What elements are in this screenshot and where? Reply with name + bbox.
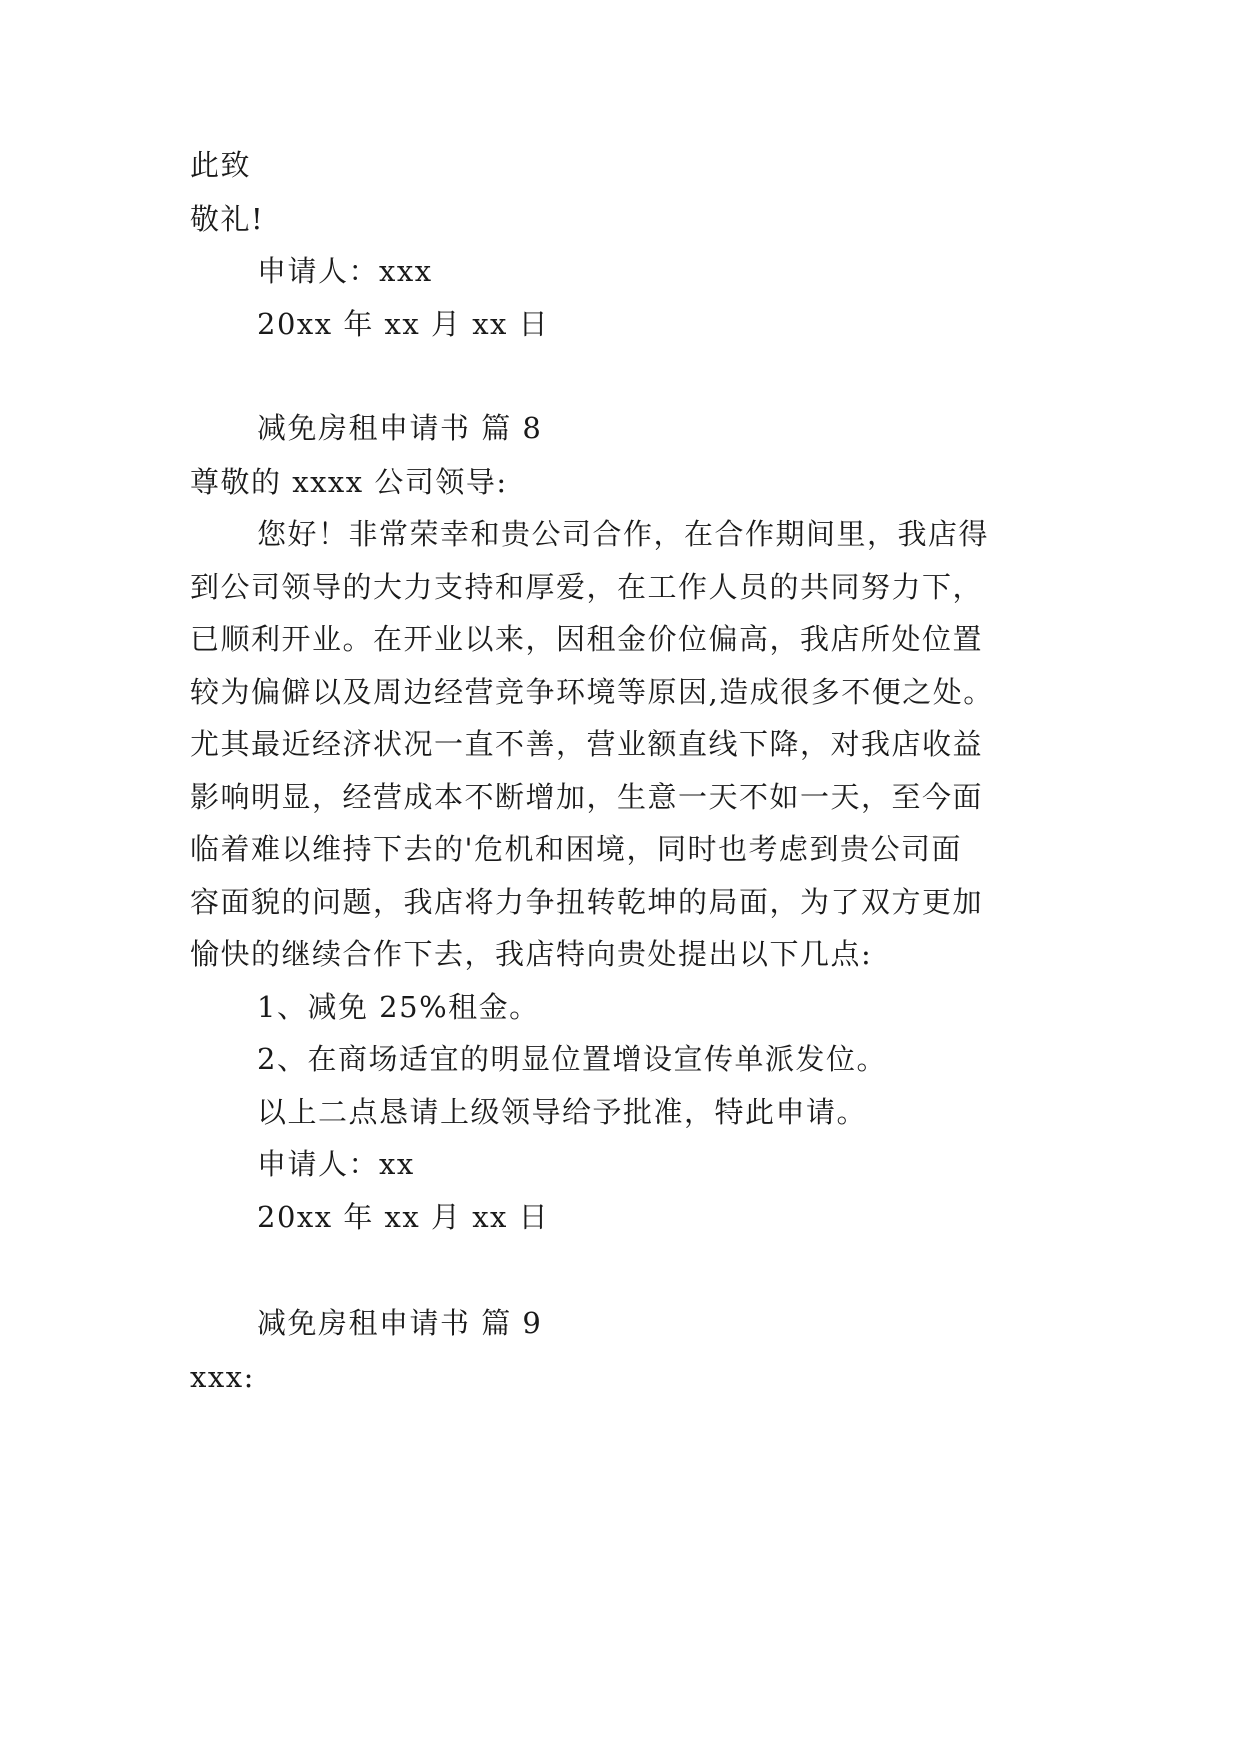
applicant-line: 申请人：xxx [257,254,433,288]
body-line: 已顺利开业。在开业以来，因租金价位偏高，我店所处位置 [190,622,984,656]
body-line: 临着难以维持下去的'危机和困境，同时也考虑到贵公司面 [190,832,962,866]
date-line: 20xx 年 xx 月 xx 日 [257,307,550,341]
body-line: 到公司领导的大力支持和厚爱，在工作人员的共同努力下， [190,570,984,604]
request-line: 以上二点恳请上级领导给予批准，特此申请。 [257,1095,868,1129]
list-item: 1、减免 25%租金。 [257,990,540,1024]
salutation: xxx: [190,1360,255,1394]
salutation: 尊敬的 xxxx 公司领导: [190,465,508,499]
body-line: 尤其最近经济状况一直不善，营业额直线下降，对我店收益 [190,727,984,761]
closing-line: 敬礼! [190,202,265,236]
body-line: 较为偏僻以及周边经营竞争环境等原因,造成很多不便之处。 [190,675,994,709]
section-heading: 减免房租申请书 篇 8 [257,411,543,445]
date-line: 20xx 年 xx 月 xx 日 [257,1200,550,1234]
section-heading: 减免房租申请书 篇 9 [257,1306,543,1340]
closing-line: 此致 [190,148,252,182]
body-line: 影响明显，经营成本不断增加，生意一天不如一天，至今面 [190,780,984,814]
list-item: 2、在商场适宜的明显位置增设宣传单派发位。 [257,1042,887,1076]
body-line: 愉快的继续合作下去，我店特向贵处提出以下几点: [190,937,873,971]
applicant-line: 申请人：xx [257,1147,415,1181]
body-line: 您好！非常荣幸和贵公司合作，在合作期间里，我店得 [257,517,990,551]
body-line: 容面貌的问题，我店将力争扭转乾坤的局面，为了双方更加 [190,885,984,919]
